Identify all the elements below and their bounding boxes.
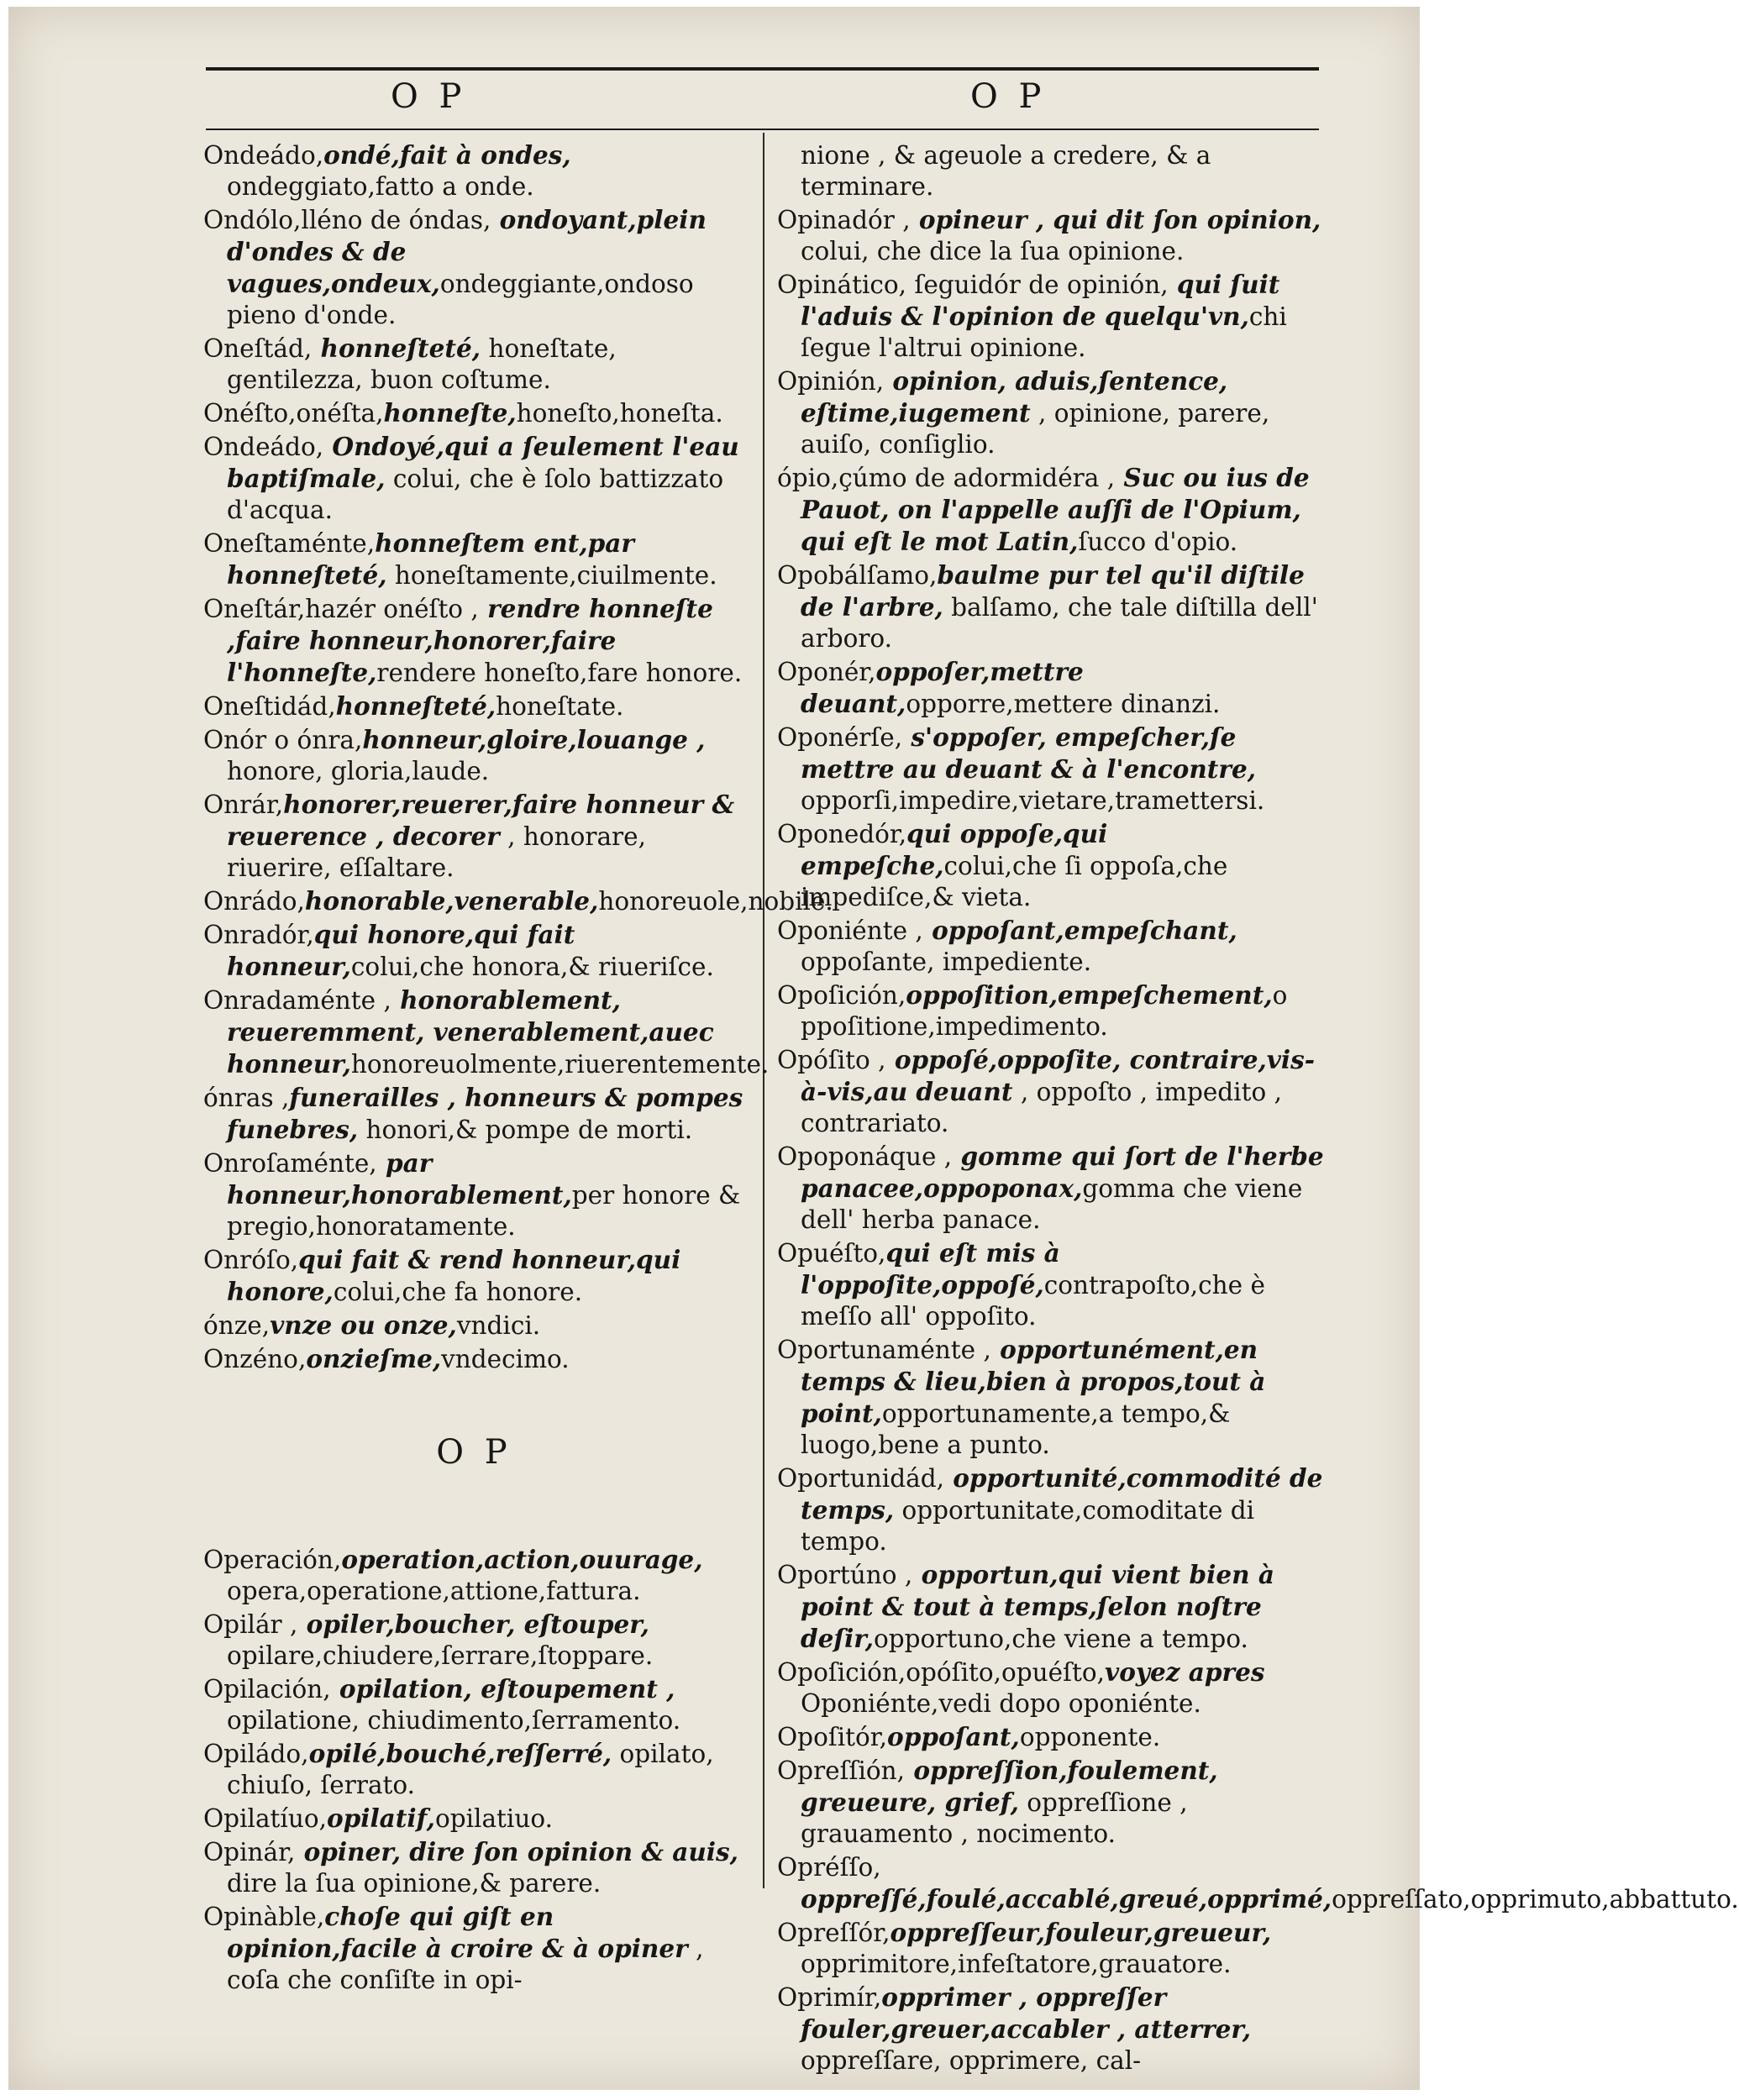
dictionary-entry: [203, 984, 770, 1080]
headword: Opréſſo,: [777, 1853, 881, 1882]
italian-gloss: contrapoſto,che è meſſo all' oppoſito.: [801, 1271, 1265, 1331]
headword: Opoſición,: [777, 981, 906, 1010]
dictionary-entry: [203, 885, 833, 917]
dictionary-entry: [777, 915, 1327, 978]
italian-gloss: opportunitate,comoditate di tempo.: [801, 1496, 1255, 1556]
dictionary-entry: [203, 139, 745, 202]
headword: Opilár ,: [203, 1610, 298, 1639]
dictionary-entry: [777, 269, 1327, 364]
french-gloss: honorable,venerable,: [304, 886, 599, 916]
right-column: [777, 139, 1739, 2078]
italian-gloss: honori,& pompe de morti.: [358, 1116, 693, 1144]
french-gloss: honorablement, reueremment, venerablement,auec honneur,: [227, 985, 714, 1079]
french-gloss: opportun,qui vient bien à point & tout à temps,ſelon noſtre deſir,: [801, 1560, 1274, 1653]
headword: Onroſaménte,: [203, 1149, 377, 1178]
italian-gloss: opporſi,impedire,vietare,tramettersi.: [801, 786, 1265, 815]
headword: Opoponáque ,: [777, 1142, 953, 1171]
italian-gloss: ondeggiante,ondoso pieno d'onde.: [227, 270, 694, 329]
italian-gloss: Oponiénte,vedi dopo oponiénte.: [801, 1689, 1201, 1718]
italian-gloss: honeſtamente,ciuilmente.: [386, 561, 717, 590]
dictionary-entry: [777, 204, 1327, 267]
french-gloss: qui oppoſe,qui empeſche,: [801, 819, 1108, 880]
french-gloss: opineur , qui dit ſon opinion,: [910, 205, 1321, 234]
header-rule: [206, 129, 1319, 130]
right-entries-group: [777, 139, 1739, 2076]
italian-gloss: nione , & ageuole a credere, & a terminare.: [801, 141, 1211, 201]
dictionary-entry: [777, 1237, 1327, 1332]
headword: ónras ,: [203, 1084, 290, 1112]
italian-gloss: balſamo, che tale diſtilla dell' arboro.: [801, 593, 1318, 653]
italian-gloss: dire la ſua opinione,& parere.: [227, 1869, 602, 1898]
dictionary-entry: [777, 1982, 1327, 2076]
headword: Opilación,: [203, 1675, 331, 1704]
italian-gloss: honeſtate, gentilezza, buon coſtume.: [227, 334, 617, 394]
column-divider: [763, 133, 764, 1888]
dictionary-entry: [777, 1851, 1739, 1915]
french-gloss: opportunément,en temps & lieu,bien à propos,tout à point,: [801, 1335, 1266, 1428]
italian-gloss: ſucco d'opio.: [1078, 528, 1238, 556]
headword: ónze,: [203, 1311, 271, 1340]
french-gloss: operation,action,ouurage,: [341, 1545, 703, 1574]
french-gloss: opilé,bouché,reſſerré,: [308, 1739, 612, 1768]
dictionary-entry: [203, 1673, 745, 1736]
french-gloss: oppreſſé,foulé,accablé,greué,opprimé,: [801, 1884, 1332, 1914]
dictionary-entry: [203, 204, 745, 331]
french-gloss: oppoſant,: [887, 1722, 1020, 1751]
french-gloss: gomme qui ſort de l'herbe panacee,oppoponax,: [801, 1142, 1324, 1203]
french-gloss: opiner, dire ſon opinion & auis,: [295, 1837, 738, 1866]
french-gloss: opinion, aduis,ſentence, eſtime,iugement: [801, 366, 1228, 428]
french-gloss: Ondoyé,qui a ſeulement l'eau baptiſmale,: [227, 432, 739, 493]
headword: Opoſición,opóſito,opuéſto,: [777, 1658, 1106, 1687]
italian-gloss: oppreſſato,opprimuto,abbattuto.: [1332, 1885, 1739, 1914]
dictionary-entry: [203, 1544, 745, 1607]
dictionary-entry: [203, 724, 745, 787]
french-gloss: opportunité,commodité de temps,: [801, 1463, 1323, 1525]
french-gloss: opilatif,: [326, 1803, 435, 1833]
italian-gloss: honoreuole,nobile.: [598, 887, 833, 916]
italian-gloss: colui, che dice la ſua opinione.: [801, 237, 1185, 265]
dictionary-entry: [203, 593, 745, 689]
italian-gloss: , honorare, riuerire, eſſaltare.: [227, 822, 646, 882]
headword: Opinión,: [777, 367, 885, 396]
headword: Opobálſamo,: [777, 561, 938, 590]
headword: Opinàble,: [203, 1903, 325, 1931]
headword: Oneſtád,: [203, 334, 313, 363]
headword: Oponiénte ,: [777, 916, 923, 945]
headword: Opóſito ,: [777, 1046, 886, 1074]
headword: ópio,çúmo de adormidéra ,: [777, 464, 1116, 492]
dictionary-entry: [777, 1334, 1327, 1461]
italian-gloss: colui, che è ſolo battizzato d'acqua.: [227, 465, 724, 524]
italian-gloss: opportunamente,a tempo,& luogo,bene a punto.: [801, 1399, 1231, 1459]
french-gloss: s'oppoſer, empeſcher,ſe mettre au deuant & à l'encontre,: [801, 722, 1256, 784]
french-gloss: onzieſme,: [306, 1344, 442, 1373]
french-gloss: par honneur,honorablement,: [227, 1148, 572, 1210]
dictionary-entry: [203, 1147, 745, 1242]
dictionary-entry: [203, 333, 745, 396]
italian-gloss: oppoſante, impediente.: [801, 948, 1092, 976]
headword: Operación,: [203, 1546, 342, 1574]
french-gloss: qui eſt mis à l'oppoſite,oppoſé,: [801, 1238, 1060, 1299]
headword: Ondeádo,: [203, 433, 324, 461]
french-gloss: vnze ou onze,: [270, 1310, 457, 1340]
dictionary-entry: [203, 1244, 745, 1308]
french-gloss: qui honore,qui fait honneur,: [227, 920, 575, 981]
headword: Oponérſe,: [777, 723, 903, 752]
italian-gloss: opportuno,che viene a tempo.: [873, 1625, 1248, 1653]
italian-gloss: oppreſſione , grauamento , nocimento.: [801, 1788, 1188, 1848]
headword: Oportunidád,: [777, 1464, 944, 1493]
dictionary-entry: [777, 818, 1327, 913]
italian-gloss: honeſto,honeſta.: [516, 399, 723, 428]
headword: Oportunaménte ,: [777, 1336, 991, 1364]
headword: Oneſtaménte,: [203, 529, 376, 558]
dictionary-entry: [203, 1310, 745, 1341]
italian-gloss: opilare,chiudere,ſerrare,ſtoppare.: [227, 1641, 654, 1670]
french-gloss: opiler,boucher, eſtouper,: [297, 1609, 649, 1639]
headword: Opinático, ſeguidór de opinión,: [777, 270, 1169, 299]
headword: Oprimír,: [777, 1983, 882, 2012]
french-gloss: qui ſuit l'aduis & l'opinion de quelqu'vn,: [801, 270, 1280, 331]
dictionary-entry: [203, 431, 745, 526]
italian-gloss: honoreuolmente,riuerentemente.: [350, 1050, 770, 1079]
dictionary-entry: [777, 1721, 1327, 1753]
dictionary-entry: [777, 365, 1327, 460]
italian-gloss: , coſa che conſiſte in opi-: [227, 1935, 704, 1994]
french-gloss: baulme pur tel qu'il diſtile de l'arbre,: [801, 560, 1305, 622]
french-gloss: oppoſé,oppoſite, contraire,vis-à-vis,au deuant: [801, 1045, 1315, 1106]
headword: Onzéno,: [203, 1345, 307, 1373]
dictionary-entry: [203, 397, 745, 429]
headword: Oponér,: [777, 658, 876, 686]
italian-gloss: opprimitore,infeſtatore,grauatore.: [801, 1950, 1232, 1978]
italian-gloss: gomma che viene dell' herba panace.: [801, 1174, 1303, 1234]
headword: Onrádo,: [203, 887, 305, 916]
dictionary-entry: [777, 1141, 1327, 1236]
dictionary-entry: [777, 139, 1327, 202]
dictionary-entry: [777, 979, 1327, 1042]
french-gloss: qui fait & rend honneur,qui honore,: [227, 1245, 681, 1306]
french-gloss: oppreſſion,foulement, greueure, grief,: [801, 1756, 1218, 1817]
italian-gloss: opilatiuo.: [434, 1804, 553, 1833]
left-running-head: O P: [391, 77, 467, 116]
book-page: [8, 7, 1739, 2090]
french-gloss: choſe qui giſt en opinion,facile à croire & à opiner: [227, 1902, 688, 1963]
headword: Opuéſto,: [777, 1239, 886, 1268]
dictionary-entry: [203, 528, 745, 591]
french-gloss: voyez apres: [1105, 1657, 1265, 1687]
headword: Onéſto,onéſta,: [203, 399, 384, 428]
headword: Opreſſór,: [777, 1919, 891, 1947]
dictionary-entry: [777, 1462, 1327, 1557]
italian-gloss: opera,operatione,attione,fattura.: [227, 1577, 641, 1605]
french-gloss: honneſteté,: [335, 691, 496, 721]
italian-gloss: ondeggiato,fatto a onde.: [227, 172, 534, 201]
french-gloss: honorer,reuerer,faire honneur & reuerence , decorer: [227, 790, 735, 851]
french-gloss: opilation, eſtoupement ,: [330, 1674, 675, 1704]
french-gloss: oppreſſeur,fouleur,greueur,: [890, 1918, 1272, 1947]
headword: Onradaménte ,: [203, 986, 391, 1015]
french-gloss: funerailles , honneurs & pompes funebres,: [227, 1083, 743, 1144]
dictionary-entry: [203, 919, 745, 983]
french-gloss: Suc ou ius de Pauot, on l'appelle auſſi de l'Opium, qui eſt le mot Latin,: [801, 463, 1310, 556]
french-gloss: opprimer , oppreſſer fouler,greuer,accabler , atterrer,: [801, 1982, 1252, 2044]
dictionary-entry: [777, 559, 1327, 654]
dictionary-entry: [777, 1559, 1327, 1655]
dictionary-entry: [203, 1609, 745, 1672]
left-entries-group-b: [203, 1544, 745, 1996]
dictionary-entry: [777, 1917, 1327, 1980]
french-gloss: honneſte,: [383, 398, 517, 428]
dictionary-entry: [777, 656, 1327, 720]
headword: Oponedór,: [777, 820, 907, 848]
headword: Opiládo,: [203, 1740, 309, 1768]
dictionary-entry: [777, 462, 1327, 558]
headword: Opoſitór,: [777, 1723, 888, 1751]
italian-gloss: colui,che fa honore.: [333, 1278, 583, 1306]
french-gloss: honneſtem ent,par honneſteté,: [227, 528, 634, 590]
french-gloss: ondoyant,plein d'ondes & de vagues,ondeux,: [227, 205, 707, 298]
italian-gloss: rendere honeſto,fare honore.: [376, 659, 743, 687]
italian-gloss: opilato, chiuſo, ſerrato.: [227, 1740, 714, 1799]
dictionary-entry: [777, 1044, 1327, 1139]
headword: Ondeádo,: [203, 141, 324, 170]
headword: Oneſtidád,: [203, 692, 336, 721]
italian-gloss: chi ſegue l'altrui opinione.: [801, 302, 1287, 362]
headword: Onór o ónra,: [203, 726, 363, 754]
dictionary-entry: [777, 1656, 1327, 1719]
dictionary-entry: [203, 789, 745, 884]
headword: Oportúno ,: [777, 1561, 913, 1589]
italian-gloss: colui,che ſi oppoſa,che impediſce,& vieta.: [801, 852, 1228, 911]
headword: Opinár,: [203, 1838, 296, 1866]
headword: Oneſtár,hazér onéſto ,: [203, 595, 479, 623]
dictionary-entry: [203, 1343, 745, 1375]
dictionary-entry: [777, 1755, 1327, 1850]
dictionary-entry: [203, 1738, 745, 1801]
dictionary-entry: [203, 1836, 745, 1899]
top-rule: [206, 67, 1319, 71]
french-gloss: honneur,gloire,louange ,: [362, 725, 706, 754]
dictionary-entry: [203, 1082, 745, 1146]
italian-gloss: colui,che honora,& riueriſce.: [350, 953, 714, 981]
dictionary-entry: [777, 722, 1327, 816]
french-gloss: rendre honneſte ,faire honneur,honorer,faire l'honneſte,: [227, 594, 713, 687]
headword: Ondólo,lléno de óndas,: [203, 206, 491, 234]
headword: Opinadór ,: [777, 206, 911, 234]
italian-gloss: opilatione, chiudimento,ſerramento.: [227, 1706, 681, 1735]
french-gloss: oppoſer,mettre deuant,: [801, 657, 1084, 718]
italian-gloss: vndecimo.: [441, 1345, 570, 1373]
dictionary-entry: [203, 1803, 745, 1835]
section-title: O P: [436, 1433, 512, 1472]
french-gloss: ondé,fait à ondes,: [323, 140, 571, 170]
italian-gloss: per honore & pregio,honoratamente.: [227, 1181, 741, 1241]
italian-gloss: honore, gloria,laude.: [227, 757, 490, 785]
italian-gloss: , opinione, parere, auiſo, conſiglio.: [801, 399, 1270, 459]
italian-gloss: honeſtate.: [496, 692, 624, 721]
dictionary-entry: [203, 690, 745, 722]
french-gloss: honneſteté,: [312, 333, 481, 363]
french-gloss: oppoſition,empeſchement,: [906, 980, 1273, 1010]
headword: Opreſſión,: [777, 1756, 906, 1785]
italian-gloss: , oppoſto , impedito , contrariato.: [801, 1078, 1282, 1137]
headword: Onradór,: [203, 921, 314, 949]
headword: Onróſo,: [203, 1246, 299, 1274]
headword: Opilatíuo,: [203, 1804, 327, 1833]
dictionary-entry: [203, 1901, 745, 1996]
italian-gloss: o ppoſitione,impedimento.: [801, 981, 1288, 1041]
italian-gloss: oppreſſare, opprimere, cal-: [801, 2046, 1142, 2075]
french-gloss: oppoſant,empeſchant,: [922, 916, 1237, 945]
italian-gloss: opponente.: [1019, 1723, 1161, 1751]
italian-gloss: opporre,mettere dinanzi.: [906, 690, 1221, 718]
headword: Onrár,: [203, 790, 284, 819]
right-running-head: O P: [970, 77, 1047, 116]
italian-gloss: vndici.: [456, 1311, 541, 1340]
